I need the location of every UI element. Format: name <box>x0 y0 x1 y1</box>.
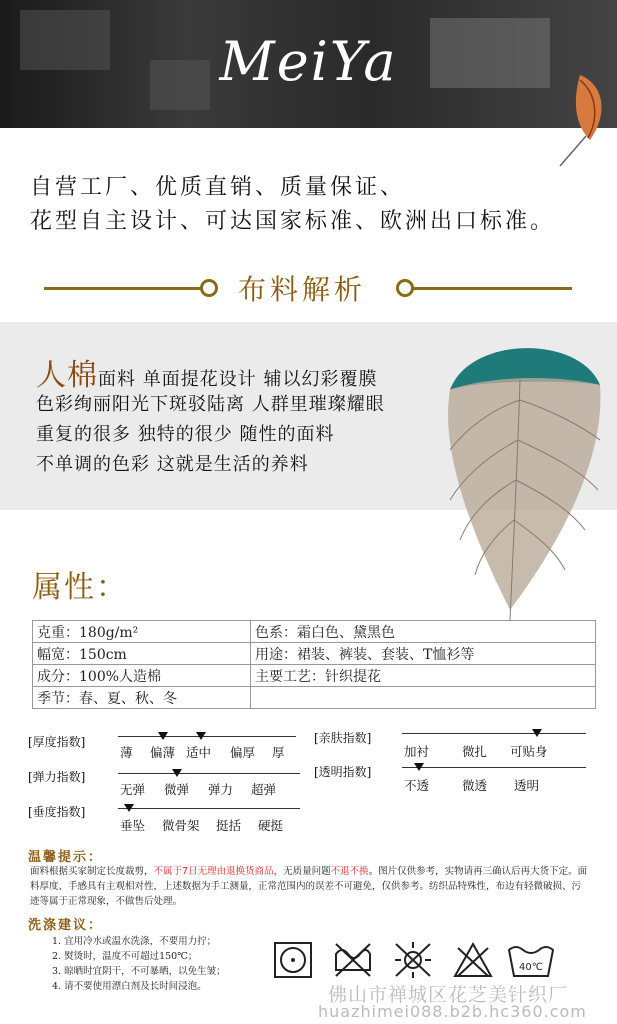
selected-marker-icon <box>532 729 542 737</box>
thickness-option: 偏薄 <box>150 745 176 760</box>
skin-index-label: [亲肤指数] <box>314 731 372 745</box>
selected-marker-icon <box>124 804 134 812</box>
elasticity-index-label: [弹力指数] <box>28 770 86 784</box>
properties-table <box>32 620 596 709</box>
drape-option: 挺括 <box>216 818 242 833</box>
slogan-line-2: 花型自主设计、可达国家标准、欧洲出口标准。 <box>30 209 556 234</box>
description-line-2: 色彩绚丽阳光下斑驳陆离 人群里璀璨耀眼 <box>36 394 385 415</box>
drape-option: 微骨架 <box>162 818 200 833</box>
elasticity-option: 超弹 <box>251 782 277 797</box>
skin-option: 加衬 <box>404 744 430 759</box>
tips-part: 面料根据买家制定长度裁剪， <box>30 866 154 877</box>
elasticity-option: 弹力 <box>208 782 234 797</box>
wash-temperature-label: 40℃ <box>519 962 543 973</box>
description-line-4: 不单调的色彩 这就是生活的养料 <box>36 454 309 475</box>
no-bleach-icon <box>452 940 494 980</box>
skin-option: 可贴身 <box>510 744 548 759</box>
drape-index-label: [垂度指数] <box>28 805 86 819</box>
slogan-line-1: 自营工厂、优质直销、质量保证、 <box>30 175 406 200</box>
transparency-option: 微透 <box>462 778 488 793</box>
description-line-1-text: 面料 单面提花设计 辅以幻彩覆膜 <box>98 369 378 390</box>
selected-marker-icon <box>172 769 182 777</box>
transparency-option: 透明 <box>514 778 540 793</box>
table-cell: 季节：春、夏、秋、冬 <box>33 687 251 709</box>
washing-item: 4. 请不要使用漂白剂及长时间浸泡。 <box>52 981 207 992</box>
elasticity-option: 无弹 <box>120 782 146 797</box>
table-row <box>33 687 596 709</box>
divider-left <box>44 287 202 290</box>
transparency-index-label: [透明指数] <box>314 765 372 779</box>
watermark-company: 佛山市禅城区花芝美针织厂 <box>328 984 569 1006</box>
elasticity-scale-line <box>118 773 300 774</box>
tumble-dry-icon <box>272 940 314 980</box>
description-line-3: 重复的很多 独特的很少 随性的面料 <box>36 424 335 445</box>
drape-option: 垂坠 <box>120 818 146 833</box>
watermark-url: huazhimei088.b2b.hc360.com <box>318 1002 587 1021</box>
selected-marker-icon <box>414 763 424 771</box>
thickness-option: 适中 <box>186 745 212 760</box>
wash-40-icon <box>506 940 556 980</box>
no-sun-dry-icon <box>392 940 434 980</box>
tips-title: 温馨提示： <box>28 850 104 865</box>
thickness-scale-line <box>118 736 296 737</box>
thickness-index-label: [厚度指数] <box>28 735 86 749</box>
drape-scale-line <box>118 808 300 809</box>
section-title: 布料解析 <box>238 273 367 306</box>
transparency-scale-line <box>402 767 586 768</box>
table-cell: 主要工艺：针织提花 <box>251 665 596 687</box>
washing-item: 2. 熨烫时，温度不可超过150℃； <box>52 951 198 962</box>
no-wring-icon <box>332 940 374 980</box>
selected-marker-icon <box>158 732 168 740</box>
table-cell: 用途：裙装、裤装、套装、T恤衫等 <box>251 643 596 665</box>
elasticity-option: 微弹 <box>164 782 190 797</box>
divider-right <box>412 287 572 290</box>
table-cell <box>251 687 596 709</box>
ring-left-icon <box>200 279 218 297</box>
attributes-title: 属性： <box>32 570 128 605</box>
brand-logo: MeiYa <box>219 30 398 93</box>
table-cell: 色系：霜白色、黛黑色 <box>251 621 596 643</box>
skin-scale-line <box>402 733 586 734</box>
skin-option: 微扎 <box>462 744 488 759</box>
description-line-1 <box>36 350 377 394</box>
peacock-feather-icon <box>430 330 610 630</box>
thickness-option: 偏厚 <box>230 745 256 760</box>
tips-red-notice: 不退不换 <box>330 866 369 877</box>
table-row <box>33 621 596 643</box>
table-row <box>33 665 596 687</box>
orange-feather-icon <box>550 70 610 170</box>
table-cell: 成分：100%人造棉 <box>33 665 251 687</box>
tips-part: ，无质量问题 <box>273 866 331 877</box>
washing-item: 1. 宜用冷水或温水洗涤，不要用力拧； <box>52 936 217 947</box>
tips-part: 。图片仅供参考，实物请再三确认后再大货下定。面料厚度、手感具有主观相对性，上述数据为手工测量，正常范围内的误差不可避免，仅供参考。纺织品特殊性，布边有轻微破损、污迹等属于正常现象，不做售后处理。 <box>30 866 588 907</box>
transparency-option: 不透 <box>404 778 430 793</box>
table-cell: 幅宽：150cm <box>33 643 251 665</box>
table-cell: 克重：180g/m² <box>33 621 251 643</box>
tips-text <box>30 864 588 909</box>
washing-item: 3. 晾晒时宜阴干，不可暴晒，以免生皱； <box>52 966 226 977</box>
thickness-option: 薄 <box>120 745 133 760</box>
tips-red-notice: 不属于7日无理由退换货商品 <box>153 866 274 877</box>
fabric-name: 人棉 <box>36 358 98 393</box>
selected-marker-icon <box>196 732 206 740</box>
drape-option: 硬挺 <box>258 818 284 833</box>
washing-title: 洗涤建议： <box>28 918 104 933</box>
thickness-option: 厚 <box>272 745 285 760</box>
table-row <box>33 643 596 665</box>
